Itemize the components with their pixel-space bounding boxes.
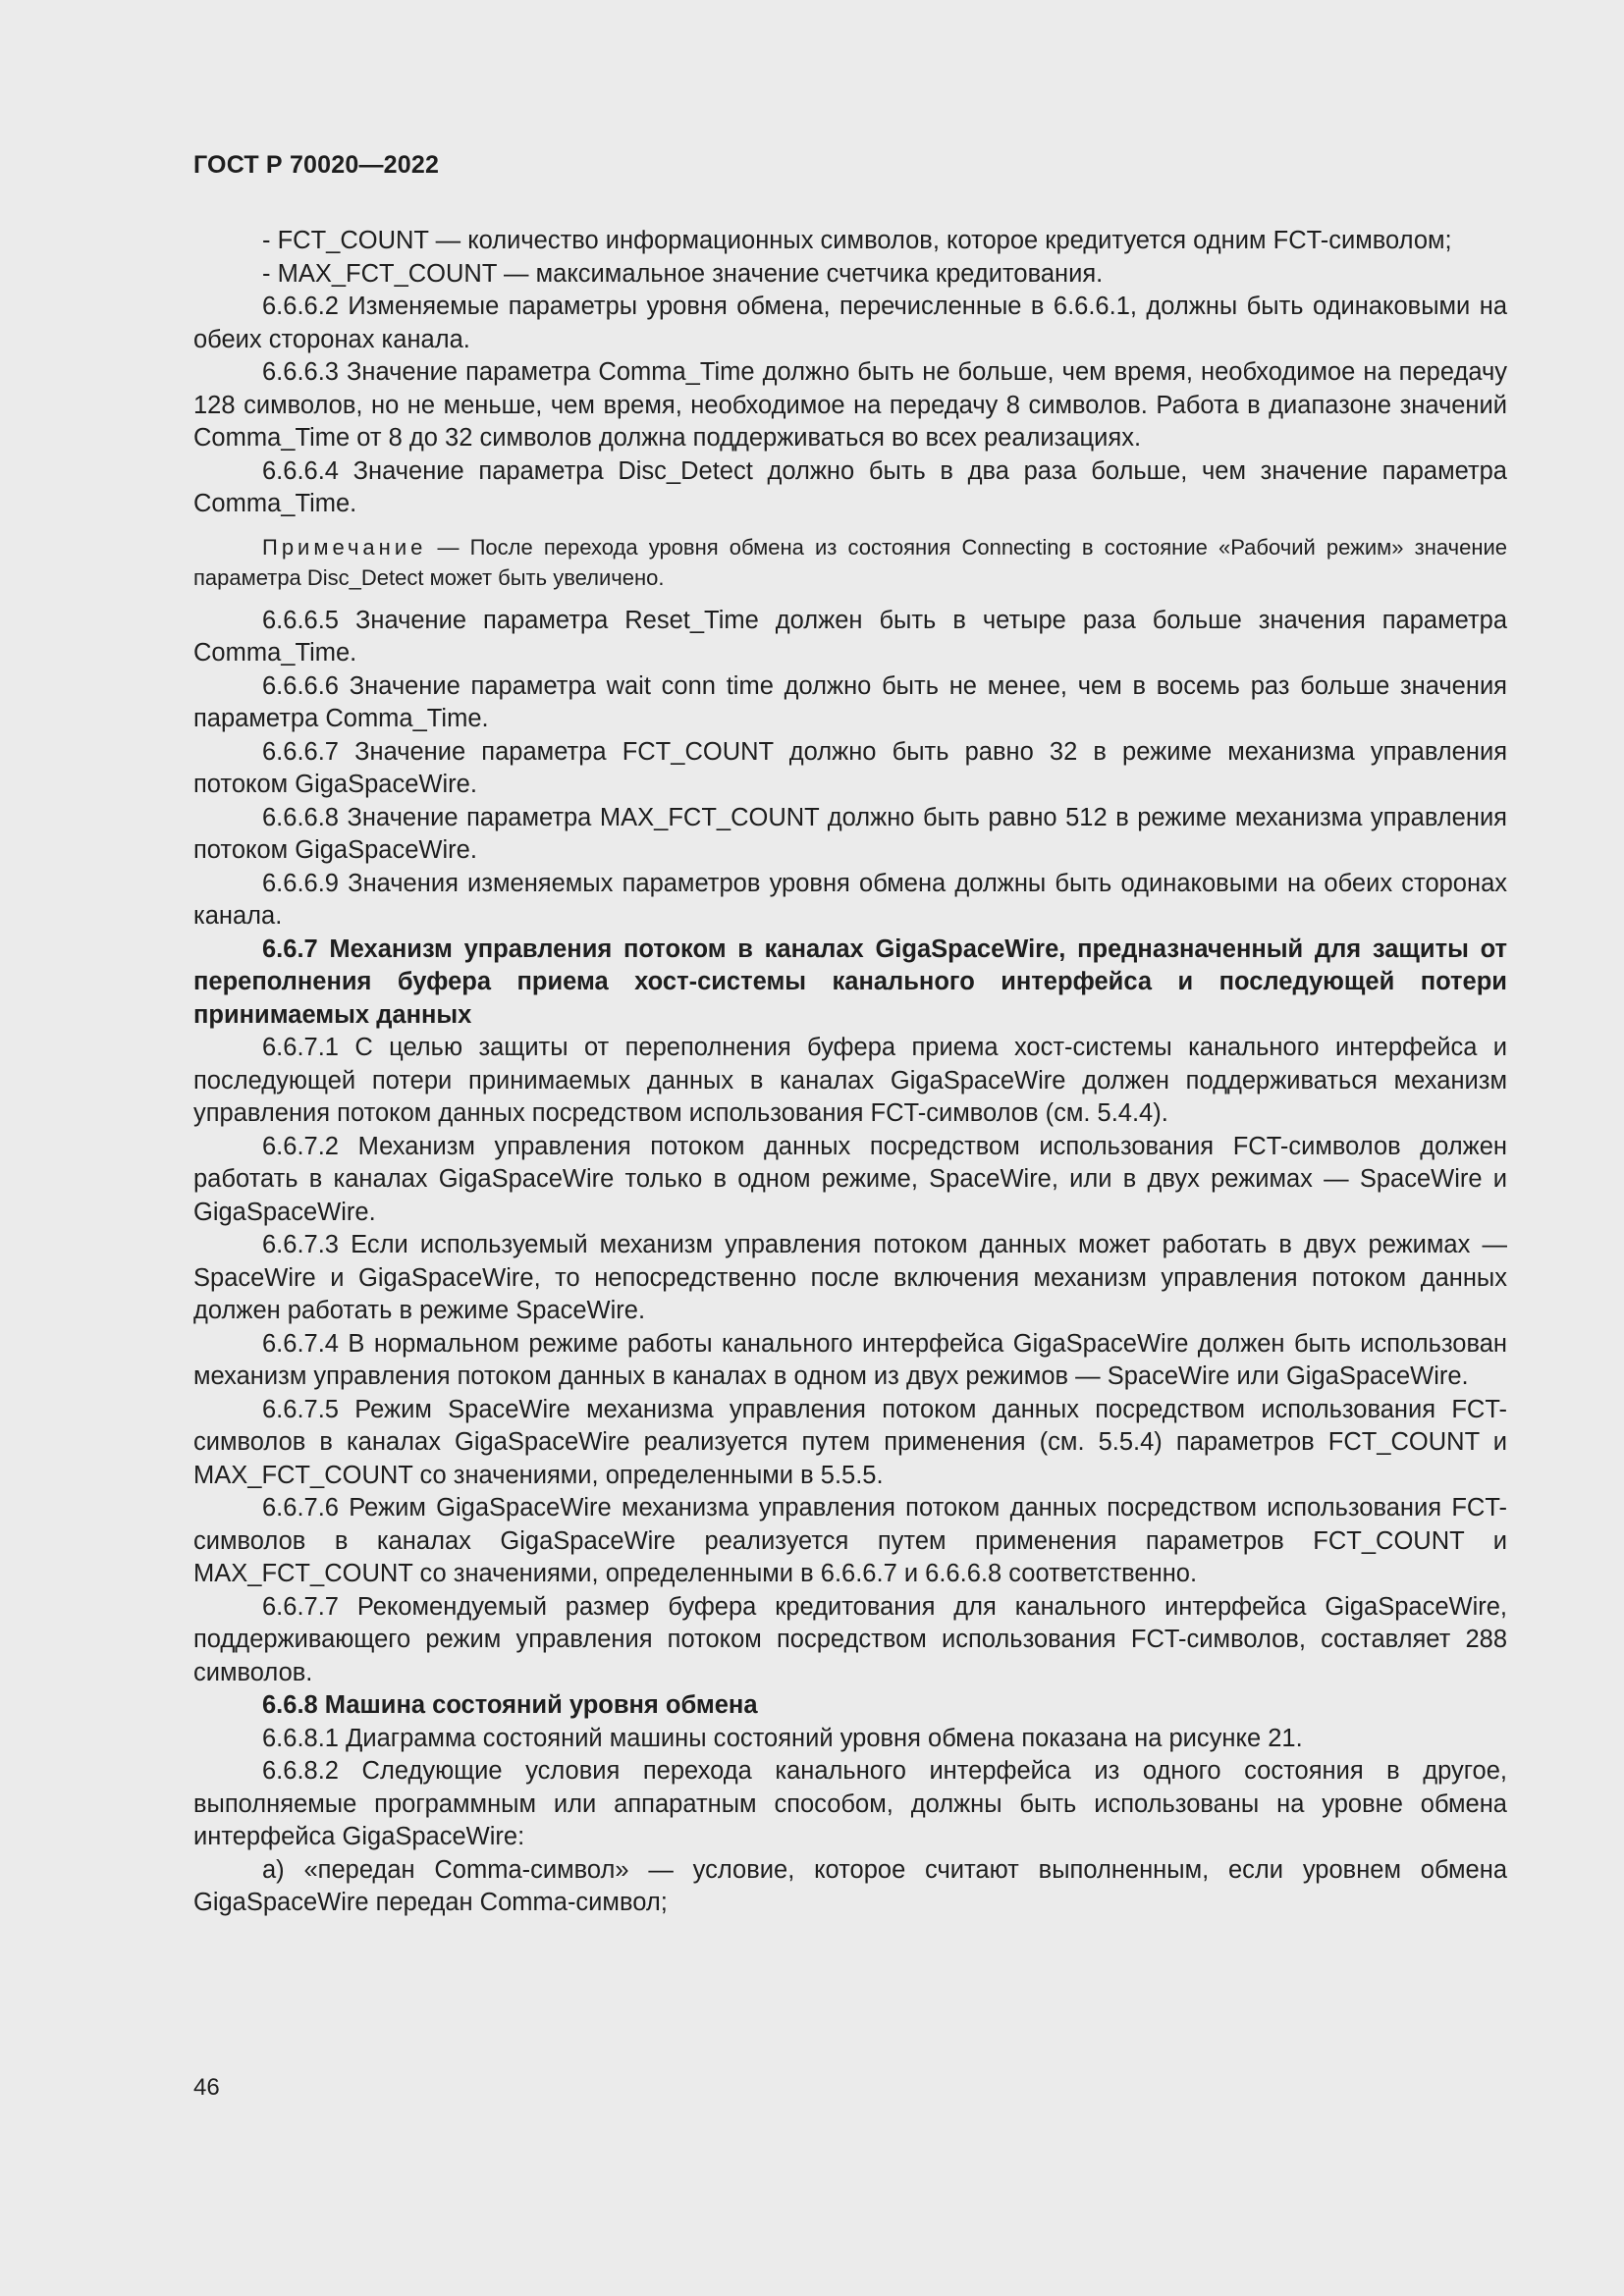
document-header: ГОСТ Р 70020—2022 <box>193 151 440 179</box>
section-heading-6-6-8: 6.6.8 Машина состояний уровня обмена <box>262 1691 758 1719</box>
note-label: Примечание <box>262 534 427 560</box>
paragraph-6-6-6-3: 6.6.6.3 Значение параметра Comma_Time должно быть не больше, чем время, необходимое на передачу 128 символов, но не меньше, чем время, необходимое на передачу 8 символов. Работа в диапазоне значений Comma_Time от 8 до 32 символов должна поддерживаться во всех реализациях. <box>193 358 1507 452</box>
paragraph-6-6-6-9: 6.6.6.9 Значения изменяемых параметров уровня обмена должны быть одинаковыми на обеих сторонах канала. <box>193 869 1507 930</box>
paragraph-fct-count: - FCT_COUNT — количество информационных символов, которое кредитуется одним FCT-символом; <box>262 227 1452 254</box>
paragraph-6-6-7-6: 6.6.7.6 Режим GigaSpaceWire механизма управления потоком данных посредством использования FCT-символов в каналах GigaSpaceWire реализуется путем применения параметров FCT_COUNT и MAX_FCT_COUNT со значениями, определенными в 6.6.6.7 и 6.6.6.8 соответственно. <box>193 1494 1507 1587</box>
note-text: — После перехода уровня обмена из состояния Connecting в состояние «Рабочий режим» значение параметра Disc_Detect может быть увеличено. <box>193 534 1507 590</box>
paragraph-6-6-6-7: 6.6.6.7 Значение параметра FCT_COUNT должно быть равно 32 в режиме механизма управления потоком GigaSpaceWire. <box>193 737 1507 798</box>
paragraph-6-6-7-7: 6.6.7.7 Рекомендуемый размер буфера кредитования для канального интерфейса GigaSpaceWire, поддерживающего режим управления потоком посредством использования FCT-символов, составляет 288 символов. <box>193 1592 1507 1686</box>
document-body <box>193 225 1507 1920</box>
paragraph-6-6-7-5: 6.6.7.5 Режим SpaceWire механизма управления потоком данных посредством использования FCT-символов в каналах GigaSpaceWire реализуется путем применения (см. 5.5.4) параметров FCT_COUNT и MAX_FCT_COUNT со значениями, определенными в 5.5.5. <box>193 1395 1507 1489</box>
paragraph-6-6-7-1: 6.6.7.1 С целью защиты от переполнения буфера приема хост-системы канального интерфейса и последующей потери принимаемых данных в каналах GigaSpaceWire должен поддерживаться механизм управления потоком данных посредством использования FCT-символов (см. 5.4.4). <box>193 1034 1507 1127</box>
paragraph-6-6-7-4: 6.6.7.4 В нормальном режиме работы канального интерфейса GigaSpaceWire должен быть использован механизм управления потоком данных в каналах в одном из двух режимов — SpaceWire или GigaSpaceWire. <box>193 1329 1507 1390</box>
paragraph-6-6-8-1: 6.6.8.1 Диаграмма состояний машины состояний уровня обмена показана на рисунке 21. <box>262 1724 1303 1752</box>
paragraph-6-6-6-2: 6.6.6.2 Изменяемые параметры уровня обмена, перечисленные в 6.6.6.1, должны быть одинаковыми на обеих сторонах канала. <box>193 293 1507 353</box>
paragraph-max-fct-count: - MAX_FCT_COUNT — максимальное значение счетчика кредитования. <box>262 259 1104 288</box>
paragraph-6-6-6-5: 6.6.6.5 Значение параметра Reset_Time должен быть в четыре раза больше значения параметра Comma_Time. <box>193 606 1507 667</box>
list-item-a: а) «передан Comma-символ» — условие, которое считают выполненным, если уровнем обмена GigaSpaceWire передан Comma-символ; <box>193 1855 1507 1916</box>
note-block <box>193 532 1507 593</box>
paragraph-6-6-7-2: 6.6.7.2 Механизм управления потоком данных посредством использования FCT-символов должен работать в каналах GigaSpaceWire только в одном режиме, SpaceWire, или в двух режимах — SpaceWire и GigaSpaceWire. <box>193 1132 1507 1226</box>
section-heading-6-6-7: 6.6.7 Механизм управления потоком в каналах GigaSpaceWire, предназначенный для защиты от переполнения буфера приема хост-системы канального интерфейса и последующей потери принимаемых данных <box>193 934 1507 1029</box>
paragraph-6-6-6-8: 6.6.6.8 Значение параметра MAX_FCT_COUNT должно быть равно 512 в режиме механизма управления потоком GigaSpaceWire. <box>193 803 1507 864</box>
paragraph-6-6-7-3: 6.6.7.3 Если используемый механизм управления потоком данных может работать в двух режимах — SpaceWire и GigaSpaceWire, то непосредственно после включения механизм управления потоком данных должен работать в режиме SpaceWire. <box>193 1231 1507 1324</box>
paragraph-6-6-6-6: 6.6.6.6 Значение параметра wait conn time должно быть не менее, чем в восемь раз больше значения параметра Comma_Time. <box>193 671 1507 732</box>
paragraph-6-6-8-2: 6.6.8.2 Следующие условия перехода канального интерфейса из одного состояния в другое, выполняемые программным или аппаратным способом, должны быть использованы на уровне обмена интерфейса GigaSpaceWire: <box>193 1757 1507 1850</box>
paragraph-6-6-6-4: 6.6.6.4 Значение параметра Disc_Detect должно быть в два раза больше, чем значение параметра Comma_Time. <box>193 456 1507 517</box>
page-number: 46 <box>193 2074 220 2101</box>
